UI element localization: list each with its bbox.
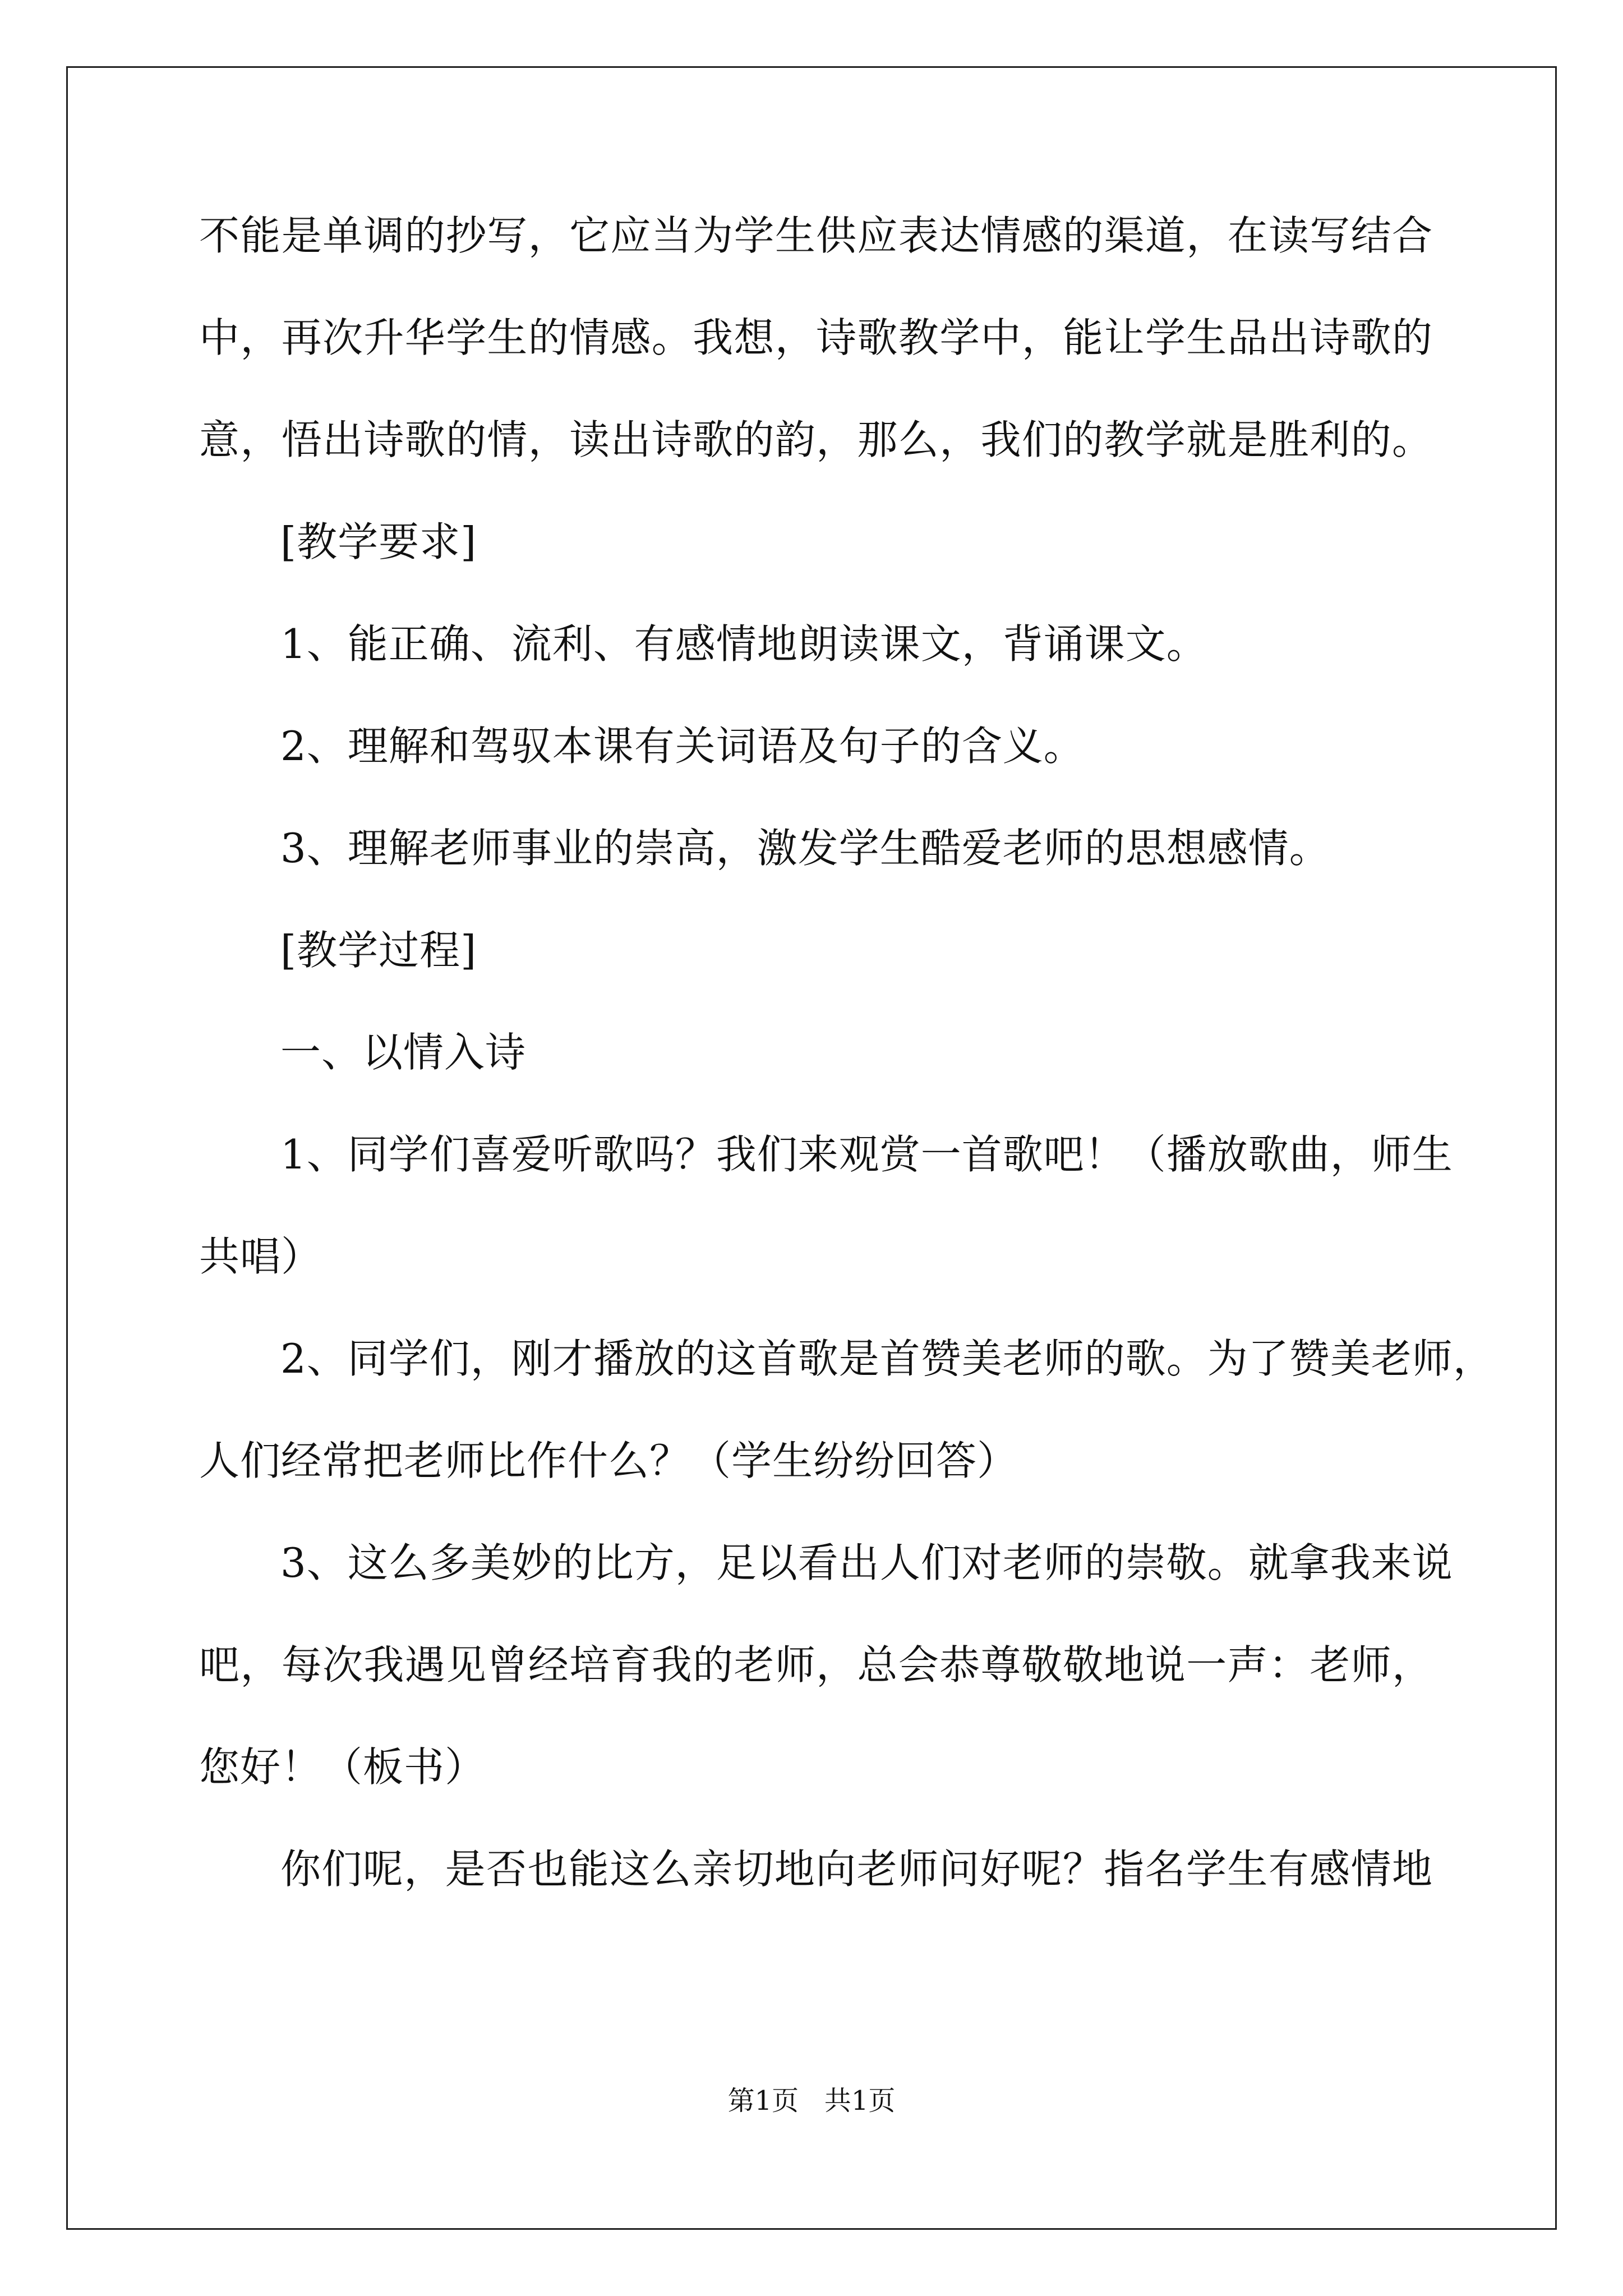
paragraph-line: 意，悟出诗歌的情，读出诗歌的韵，那么，我们的教学就是胜利的。 [199,416,1433,463]
list-item: 1、能正确、流利、有感情地朗读课文，背诵课文。 [280,620,1207,668]
paragraph-line: 你们呢，是否也能这么亲切地向老师问好呢？指名学生有感情地 [280,1846,1433,1893]
list-item: 2、理解和驾驭本课有关词语及句子的含义。 [280,723,1085,770]
paragraph-line: 1、同学们喜爱听歌吗？我们来观赏一首歌吧！（播放歌曲，师生 [280,1131,1453,1178]
paragraph-line: 共唱） [199,1233,322,1280]
paragraph-line: 不能是单调的抄写，它应当为学生供应表达情感的渠道，在读写结合 [199,212,1433,259]
list-item: 3、理解老师事业的崇高，激发学生酷爱老师的思想感情。 [280,825,1330,872]
paragraph-line: 您好！（板书） [199,1743,486,1791]
paragraph-line: 中，再次升华学生的情感。我想，诗歌教学中，能让学生品出诗歌的 [199,314,1433,361]
subsection-heading: 一、以情入诗 [280,1029,527,1076]
paragraph-line: 3、这么多美妙的比方，足以看出人们对老师的崇敬。就拿我来说 [280,1539,1453,1586]
section-heading-teaching-requirements: [教学要求] [280,518,477,565]
paragraph-line: 人们经常把老师比作什么？（学生纷纷回答） [199,1437,1018,1484]
section-heading-teaching-process: [教学过程] [280,927,477,974]
document-body [199,208,1494,1943]
page-number-footer: 第1页 共1页 [727,2085,896,2116]
paragraph-line: 吧，每次我遇见曾经培育我的老师，总会恭尊敬敬地说一声：老师， [199,1641,1433,1688]
paragraph-line: 2、同学们，刚才播放的这首歌是首赞美老师的歌。为了赞美老师， [280,1335,1494,1382]
